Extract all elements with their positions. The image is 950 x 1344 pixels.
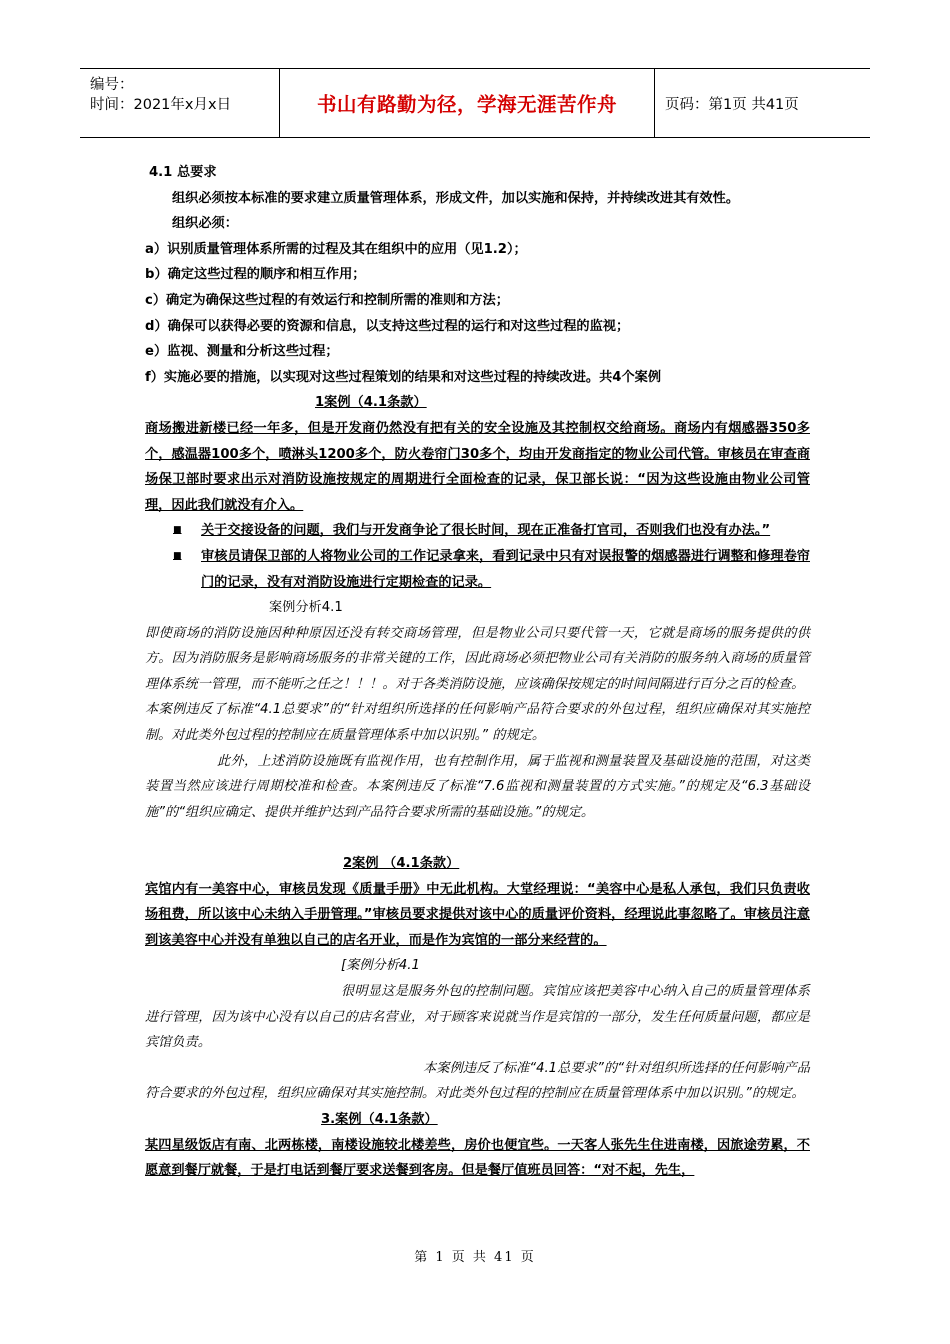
bullet-square-icon: ■ bbox=[173, 525, 182, 536]
requirement-item: c）确定为确保这些过程的有效运行和控制所需的准则和方法； bbox=[145, 292, 509, 308]
requirement-item: e）监视、测量和分析这些过程； bbox=[145, 344, 339, 360]
requirement-item: b）确定这些过程的顺序和相互作用； bbox=[145, 267, 366, 283]
requirement-item: f）实施必要的措施，以实现对这些过程策划的结果和对这些过程的持续改进。共4个案例 bbox=[145, 369, 662, 385]
spacer bbox=[145, 825, 810, 851]
analysis-paragraph: 本案例违反了标准“4.1总要求”的“针对组织所选择的任何影响产品符合要求的外包过程，组织应确保对其实施控制。对此类外包过程的控制应在质量管理体系中加以识别。” 的规定。 bbox=[145, 702, 810, 744]
page-header bbox=[80, 68, 870, 138]
case-bullet bbox=[145, 544, 810, 595]
header-meta bbox=[80, 69, 280, 137]
analysis-paragraph: 即使商场的消防设施因种种原因还没有转交商场管理，但是物业公司只要代管一天，它就是商场的服务提供的供方。因为消防服务是影响商场服务的非常关键的工作，因此商场必须把物业公司有关消防的服务纳入商场的质量管理体系统一管理，而不能听之任之！！！。对于各类消防设施，应该确保按规定的时间间隔进行百分之百的检查。 bbox=[145, 625, 810, 692]
case-bullet bbox=[145, 518, 810, 544]
analysis-paragraph: 本案例违反了标准“4.1总要求”的“针对组织所选择的任何影响产品符合要求的外包过程，组织应确保对其实施控制。对此类外包过程的控制应在质量管理体系中加以识别。”的规定。 bbox=[145, 1060, 810, 1102]
requirement-item: d）确保可以获得必要的资源和信息，以支持这些过程的运行和对这些过程的监视； bbox=[145, 318, 630, 334]
section-paragraph: 组织必须按本标准的要求建立质量管理体系，形成文件，加以实施和保持，并持续改进其有效性。 bbox=[172, 190, 740, 206]
case-title-text: 2案例 （4.1条款） bbox=[343, 856, 460, 872]
section-title: 4.1 总要求 bbox=[149, 165, 217, 180]
header-page-label: 页码：第1页 共41页 bbox=[665, 96, 799, 113]
section-paragraph: 组织必须： bbox=[172, 216, 238, 232]
case-bullet-text: 审核员请保卫部的人将物业公司的工作记录拿来，看到记录中只有对误报警的烟感器进行调整和修理卷帘门的记录，没有对消防设施进行定期检查的记录。 bbox=[201, 548, 810, 590]
analysis-paragraph: 很明显这是服务外包的控制问题。宾馆应该把美容中心纳入自己的质量管理体系进行管理，因为该中心没有以自己的店名营业，对于顾客来说就当作是宾馆的一部分，发生任何质量问题，都应是宾馆负责。 bbox=[145, 984, 810, 1051]
document-number-label: 编号： bbox=[90, 77, 134, 93]
case-body: 某四星级饭店有南、北两栋楼，南楼设施较北楼差些，房价也便宜些。一天客人张先生住进南楼，因旅途劳累，不愿意到餐厅就餐，于是打电话到餐厅要求送餐到客房。但是餐厅值班员回答：“对不起，先生， bbox=[145, 1137, 810, 1179]
page-footer: 第 1 页 共 41 页 bbox=[414, 1250, 536, 1265]
requirement-item: a）识别质量管理体系所需的过程及其在组织中的应用（见1.2）； bbox=[145, 241, 527, 257]
analysis-title: [案例分析4.1 bbox=[341, 958, 420, 974]
document-body bbox=[145, 160, 810, 1184]
case-title-text: 1案例（4.1条款） bbox=[315, 395, 427, 411]
case-title-text: 3.案例（4.1条款） bbox=[321, 1111, 438, 1127]
case-title bbox=[145, 390, 810, 416]
header-motto: 书山有路勤为径，学海无涯苦作舟 bbox=[280, 69, 655, 137]
case-title bbox=[145, 1107, 810, 1133]
bullet-square-icon: ■ bbox=[173, 550, 182, 561]
case-body: 宾馆内有一美容中心，审核员发现《质量手册》中无此机构。大堂经理说：“美容中心是私人承包，我们只负责收场租费，所以该中心未纳入手册管理。”审核员要求提供对该中心的质量评价资料，经理说此事忽略了。审核员注意到该美容中心并没有单独以自己的店名开业，而是作为宾馆的一部分来经营的。 bbox=[145, 881, 810, 948]
case-bullet-text: 关于交接设备的问题，我们与开发商争论了很长时间，现在正准备打官司，否则我们也没有办法。” bbox=[201, 523, 771, 539]
analysis-paragraph: 此外，上述消防设施既有监视作用，也有控制作用，属于监视和测量装置及基础设施的范围，对这类装置当然应该进行周期校准和检查。本案例违反了标准“7.6监视和测量装置的方式实施。”的规定及“6.3基础设施”的“组织应确定、提供并维护达到产品符合要求所需的基础设施。”的规定。 bbox=[145, 753, 810, 820]
analysis-title: 案例分析4.1 bbox=[269, 600, 343, 616]
document-time-label: 时间：2021年x月x日 bbox=[90, 97, 232, 113]
case-body: 商场搬进新楼已经一年多，但是开发商仍然没有把有关的安全设施及其控制权交给商场。商场内有烟感器350多个，感温器100多个，喷淋头1200多个，防火卷帘门30多个，均由开发商指定的物业公司代管。审核员在审查商场保卫部时要求出示对消防设施按规定的周期进行全面检查的记录，保卫部长说：“因为这些设施由物业公司管理，因此我们就没有介入。 bbox=[145, 420, 810, 513]
case-title bbox=[145, 851, 810, 877]
